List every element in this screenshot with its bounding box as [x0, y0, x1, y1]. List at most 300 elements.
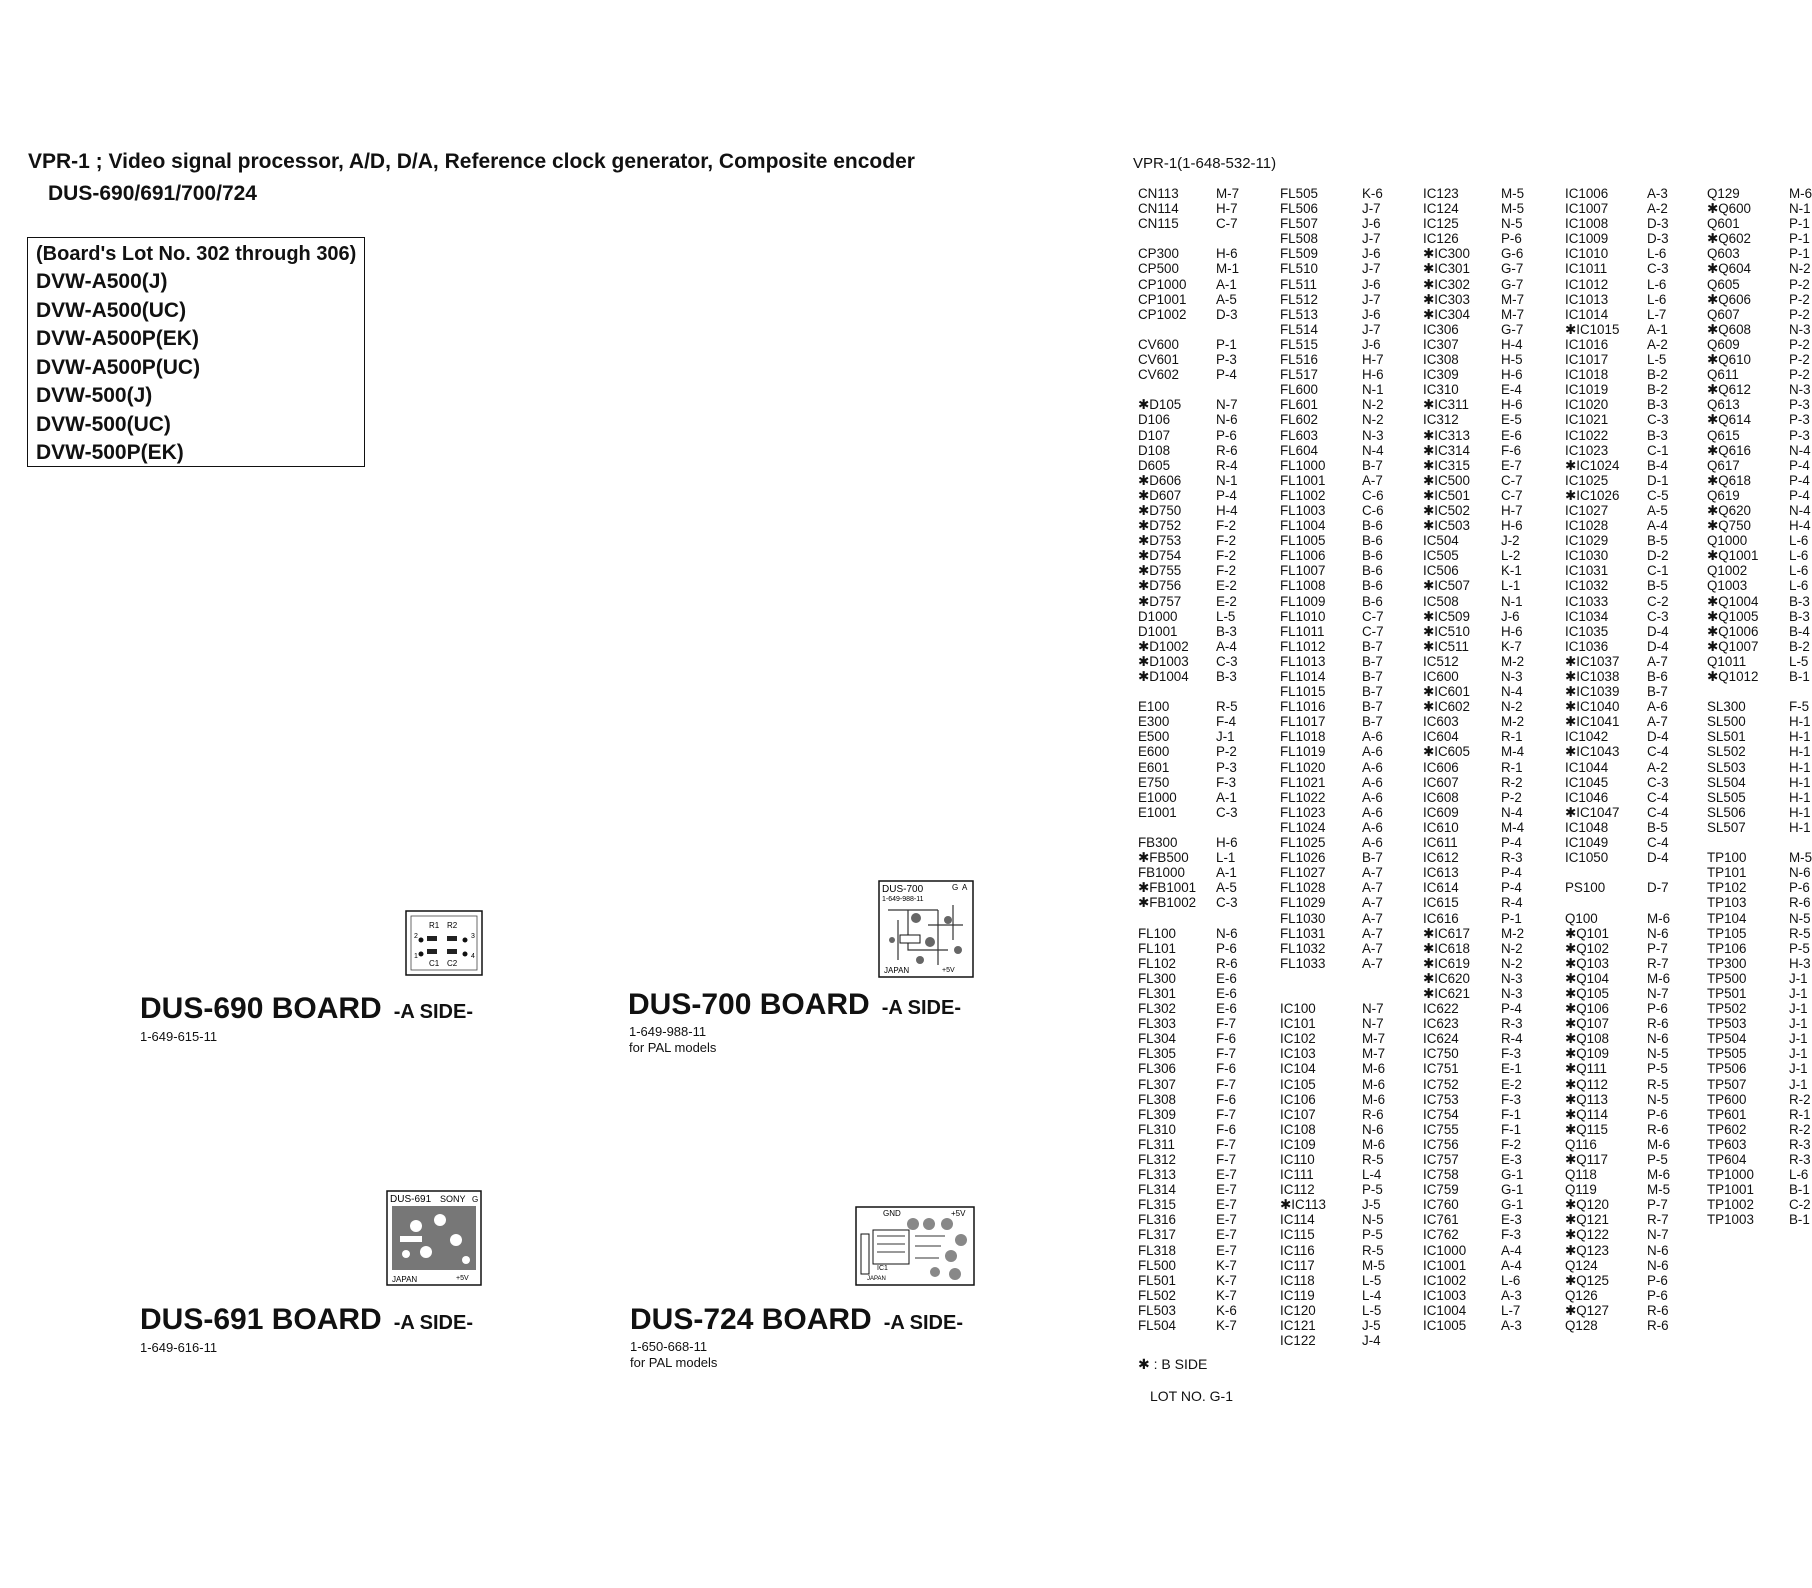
part-location: G-1	[1501, 1197, 1524, 1213]
part-ref: CV602	[1138, 367, 1179, 383]
part-location: N-4	[1501, 684, 1523, 700]
part-location: E-3	[1501, 1152, 1522, 1167]
part-ref: D106	[1138, 412, 1171, 428]
part-location: M-5	[1647, 1182, 1671, 1198]
part-ref: IC1025	[1565, 472, 1609, 488]
part-ref: IC122	[1280, 1333, 1316, 1349]
part-ref: ✱IC304	[1423, 306, 1470, 322]
part-ref: FL1005	[1280, 533, 1326, 549]
part-location: E-4	[1501, 382, 1522, 398]
part-location: B-7	[1362, 669, 1383, 684]
part-ref: ✱Q101	[1565, 925, 1609, 941]
part-location: A-5	[1216, 880, 1237, 896]
part-ref: TP506	[1707, 1061, 1747, 1077]
part-location: A-5	[1647, 502, 1668, 518]
part-ref: IC751	[1423, 1061, 1459, 1077]
part-location: L-2	[1501, 548, 1521, 564]
silk-label: R2	[447, 921, 458, 930]
silk-label: 2	[414, 933, 418, 940]
part-location: C-1	[1647, 563, 1669, 579]
part-ref: ✱IC1041	[1565, 714, 1620, 730]
part-location: N-2	[1501, 699, 1523, 715]
part-location: A-7	[1362, 472, 1383, 488]
part-location: P-6	[1501, 231, 1522, 247]
part-location: A-3	[1647, 186, 1668, 201]
part-location: N-2	[1501, 955, 1523, 971]
part-ref: ✱D1003	[1138, 653, 1189, 669]
part-location: B-2	[1789, 638, 1810, 654]
part-ref: IC1045	[1565, 774, 1609, 790]
part-ref: IC604	[1423, 729, 1459, 745]
part-location: D-4	[1647, 729, 1669, 745]
part-location: A-5	[1216, 291, 1237, 307]
part-ref: FL1011	[1280, 623, 1325, 639]
part-location: R-3	[1501, 1016, 1523, 1032]
part-ref: FL501	[1138, 1272, 1176, 1288]
part-location: L-6	[1789, 563, 1809, 579]
part-location: E-7	[1216, 1182, 1237, 1198]
part-location: M-7	[1362, 1031, 1386, 1047]
part-location: B-5	[1647, 819, 1668, 835]
part-location: B-3	[1647, 427, 1668, 443]
silk-label: C2	[447, 959, 458, 968]
part-location: D-7	[1647, 880, 1669, 896]
part-location: A-2	[1647, 759, 1668, 775]
part-ref: IC622	[1423, 1001, 1459, 1017]
part-location: G-7	[1501, 276, 1524, 292]
part-ref: FL1032	[1280, 940, 1326, 956]
part-location: P-3	[1216, 759, 1237, 775]
part-ref: IC1035	[1565, 623, 1609, 639]
part-ref: FL502	[1138, 1287, 1176, 1303]
parts-list-header: VPR-1(1-648-532-11)	[1133, 155, 1277, 172]
part-location: M-7	[1362, 1046, 1386, 1062]
part-location: J-1	[1789, 1001, 1808, 1017]
part-ref: ✱Q122	[1565, 1227, 1609, 1243]
part-ref: TP105	[1707, 925, 1747, 941]
part-location: A-2	[1647, 201, 1668, 217]
part-location: K-7	[1216, 1257, 1237, 1273]
part-location: C-2	[1789, 1197, 1811, 1213]
part-location: L-6	[1647, 291, 1667, 307]
part-ref: ✱IC509	[1423, 608, 1470, 624]
part-ref: IC1001	[1423, 1257, 1467, 1273]
part-location: R-6	[1647, 1016, 1669, 1032]
part-location: P-6	[1647, 1272, 1668, 1288]
part-ref: FL305	[1138, 1046, 1176, 1062]
part-location: B-4	[1789, 623, 1810, 639]
part-ref: IC1006	[1565, 186, 1609, 201]
part-ref: ✱IC314	[1423, 442, 1470, 458]
part-location: L-6	[1647, 276, 1667, 292]
part-ref: IC114	[1280, 1212, 1315, 1228]
part-ref: FL1001	[1280, 472, 1326, 488]
part-ref: IC1020	[1565, 397, 1609, 413]
part-ref: ✱IC500	[1423, 472, 1470, 488]
board-name: DUS-690 BOARD	[140, 992, 382, 1025]
part-location: C-3	[1647, 608, 1669, 624]
part-ref: ✱D105	[1138, 397, 1182, 413]
part-ref: FL1017	[1280, 714, 1326, 730]
part-ref: CV601	[1138, 352, 1179, 368]
part-location: P-4	[1216, 487, 1237, 503]
part-ref: ✱IC1047	[1565, 804, 1620, 820]
part-location: J-1	[1789, 1031, 1808, 1047]
part-location: A-6	[1362, 759, 1383, 775]
part-location: A-6	[1647, 699, 1668, 715]
part-ref: Q607	[1707, 306, 1740, 322]
part-location: R-4	[1501, 895, 1523, 911]
part-location: K-7	[1216, 1287, 1237, 1303]
part-ref: IC117	[1280, 1257, 1315, 1273]
part-location: C-7	[1501, 472, 1523, 488]
part-location: N-2	[1362, 412, 1384, 428]
b-side-legend: ✱ : B SIDE	[1138, 1356, 1208, 1372]
part-ref: Q118	[1565, 1167, 1597, 1183]
part-location: L-6	[1789, 578, 1809, 594]
part-location: P-2	[1789, 276, 1810, 292]
part-ref: IC1032	[1565, 578, 1609, 594]
part-ref: IC106	[1280, 1091, 1316, 1107]
part-ref: TP501	[1707, 985, 1747, 1001]
part-location: H-1	[1789, 714, 1811, 730]
part-location: J-6	[1362, 276, 1381, 292]
part-location: D-2	[1647, 548, 1669, 564]
part-ref: FL602	[1280, 412, 1318, 428]
part-ref: IC1008	[1565, 216, 1609, 232]
part-location: B-6	[1362, 593, 1383, 609]
part-ref: ✱FB500	[1138, 850, 1189, 866]
part-ref: ✱IC315	[1423, 457, 1470, 473]
part-location: N-3	[1501, 669, 1523, 684]
part-ref: Q128	[1565, 1318, 1598, 1334]
part-location: B-7	[1362, 850, 1383, 866]
part-location: M-6	[1362, 1136, 1386, 1152]
model-item: DVW-500(J)	[36, 384, 153, 407]
part-ref: TP106	[1707, 940, 1747, 956]
part-ref: IC111	[1280, 1167, 1314, 1183]
part-location: H-6	[1216, 835, 1238, 851]
part-location: B-3	[1647, 397, 1668, 413]
part-location: C-3	[1647, 412, 1669, 428]
part-location: H-6	[1362, 367, 1384, 383]
part-ref: CV600	[1138, 336, 1179, 352]
part-location: P-5	[1647, 1152, 1668, 1167]
part-location: H-1	[1789, 729, 1811, 745]
part-location: R-6	[1216, 955, 1238, 971]
part-location: F-2	[1216, 548, 1237, 564]
part-ref: ✱Q102	[1565, 940, 1609, 956]
part-ref: TP602	[1707, 1121, 1747, 1137]
part-ref: TP100	[1707, 850, 1747, 866]
part-ref: IC1013	[1565, 291, 1609, 307]
part-ref: IC126	[1423, 231, 1459, 247]
part-ref: FL1015	[1280, 684, 1326, 700]
part-location: B-7	[1362, 653, 1383, 669]
part-ref: IC1029	[1565, 533, 1609, 549]
part-location: N-4	[1789, 502, 1811, 518]
part-ref: PS100	[1565, 880, 1606, 896]
part-location: B-7	[1362, 684, 1383, 700]
part-ref: ✱IC303	[1423, 291, 1470, 307]
part-location: M-2	[1501, 925, 1525, 941]
part-ref: ✱FB1002	[1138, 895, 1197, 911]
part-ref: Q615	[1707, 427, 1740, 443]
part-ref: FL1014	[1280, 669, 1326, 684]
part-ref: ✱D754	[1138, 548, 1182, 564]
part-location: F-2	[1216, 533, 1237, 549]
part-ref: ✱IC1040	[1565, 699, 1620, 715]
part-location: A-6	[1362, 744, 1383, 760]
part-location: B-1	[1789, 669, 1810, 684]
part-ref: SL505	[1707, 789, 1746, 805]
part-ref: ✱Q1006	[1707, 623, 1759, 639]
silk-label: JAPAN	[884, 966, 910, 975]
part-location: C-3	[1216, 804, 1238, 820]
part-ref: ✱D1004	[1138, 669, 1189, 684]
part-location: B-7	[1362, 714, 1383, 730]
part-ref: FL1009	[1280, 593, 1326, 609]
part-location: C-3	[1647, 261, 1669, 277]
part-ref: IC1048	[1565, 819, 1609, 835]
part-ref: ✱Q103	[1565, 955, 1609, 971]
part-ref: SL300	[1707, 699, 1746, 715]
dus690-board-title	[140, 992, 473, 1026]
part-location: B-5	[1647, 533, 1668, 549]
model-item: DVW-500(UC)	[36, 412, 171, 436]
part-ref: FL303	[1138, 1016, 1176, 1032]
part-location: E-7	[1216, 1212, 1237, 1228]
part-ref: IC116	[1280, 1242, 1315, 1258]
part-ref: IC756	[1423, 1136, 1459, 1152]
part-location: E-7	[1216, 1197, 1237, 1213]
part-location: R-6	[1647, 1121, 1669, 1137]
part-location: A-6	[1362, 819, 1383, 835]
part-ref: FL500	[1138, 1257, 1176, 1273]
part-location: N-3	[1501, 970, 1523, 986]
part-ref: FL318	[1138, 1242, 1176, 1258]
dus691-board-image	[386, 1190, 482, 1286]
part-location: R-7	[1647, 1212, 1669, 1228]
part-ref: FL505	[1280, 186, 1318, 201]
dus724-board-title	[630, 1303, 963, 1337]
part-ref: TP503	[1707, 1016, 1747, 1032]
part-ref: ✱Q113	[1565, 1091, 1608, 1107]
part-ref: FL1033	[1280, 955, 1326, 971]
silk-label: G	[952, 883, 959, 892]
part-location: N-5	[1501, 216, 1523, 232]
silk-label: C1	[429, 959, 440, 968]
part-ref: FL514	[1280, 321, 1318, 337]
part-ref: IC614	[1423, 880, 1459, 896]
part-ref: IC606	[1423, 759, 1459, 775]
part-location: K-1	[1501, 563, 1522, 579]
part-ref: ✱Q608	[1707, 321, 1751, 337]
part-location: P-5	[1647, 1061, 1668, 1077]
part-ref: ✱IC501	[1423, 487, 1470, 503]
part-ref: IC1005	[1423, 1318, 1467, 1334]
part-ref: Q116	[1565, 1136, 1597, 1152]
part-ref: ✱IC502	[1423, 502, 1470, 518]
part-ref: FL1016	[1280, 699, 1326, 715]
part-ref: FL1006	[1280, 548, 1326, 564]
part-location: N-6	[1647, 925, 1669, 941]
part-ref: FL517	[1280, 367, 1318, 383]
silk-label: +5V	[951, 1209, 966, 1218]
part-ref: IC108	[1280, 1121, 1316, 1137]
model-item: DVW-A500P(EK)	[36, 327, 199, 350]
part-location: K-7	[1216, 1318, 1237, 1334]
silk-label: DUS-700	[882, 884, 924, 895]
part-location: M-5	[1501, 201, 1525, 217]
part-ref: SL501	[1707, 729, 1746, 745]
part-location: H-7	[1216, 201, 1238, 217]
part-ref: IC1033	[1565, 593, 1609, 609]
part-location: D-3	[1216, 306, 1238, 322]
part-location: R-6	[1647, 1318, 1669, 1334]
part-location: A-7	[1647, 653, 1668, 669]
part-location: J-5	[1362, 1197, 1381, 1213]
part-ref: FL310	[1138, 1121, 1176, 1137]
part-location: P-1	[1216, 336, 1237, 352]
part-location: D-3	[1647, 216, 1669, 232]
part-ref: FL1000	[1280, 457, 1326, 473]
part-ref: FL1018	[1280, 729, 1326, 745]
part-location: M-5	[1789, 850, 1812, 866]
part-location: N-2	[1501, 940, 1523, 956]
part-ref: IC1046	[1565, 789, 1609, 805]
part-ref: ✱Q106	[1565, 1001, 1609, 1017]
part-ref: Q613	[1707, 397, 1740, 413]
part-ref: IC112	[1280, 1182, 1315, 1198]
part-ref: CP1000	[1138, 276, 1187, 292]
part-location: R-4	[1216, 457, 1238, 473]
part-location: J-1	[1789, 970, 1808, 986]
part-ref: FL604	[1280, 442, 1318, 458]
model-item: DVW-A500(UC)	[36, 298, 187, 322]
part-location: G-1	[1501, 1182, 1524, 1198]
part-location: J-7	[1362, 291, 1381, 307]
part-ref: IC1014	[1565, 306, 1609, 322]
part-ref: ✱IC617	[1423, 925, 1470, 941]
part-location: N-2	[1362, 397, 1384, 413]
part-location: J-2	[1501, 533, 1520, 549]
part-ref: Q1000	[1707, 533, 1748, 549]
part-location: M-7	[1501, 306, 1525, 322]
part-location: J-7	[1362, 231, 1381, 247]
part-ref: TP502	[1707, 1001, 1747, 1017]
part-ref: ✱D757	[1138, 593, 1182, 609]
part-location: A-6	[1362, 789, 1383, 805]
part-location: P-4	[1789, 472, 1810, 488]
part-location: F-4	[1216, 714, 1237, 730]
part-location: M-5	[1501, 186, 1525, 201]
part-location: H-3	[1789, 955, 1811, 971]
part-location: A-1	[1647, 321, 1668, 337]
part-location: F-7	[1216, 1076, 1237, 1092]
part-location: N-4	[1362, 442, 1384, 458]
part-ref: FL1004	[1280, 518, 1326, 534]
part-ref: FL301	[1138, 985, 1176, 1001]
part-ref: IC1009	[1565, 231, 1609, 247]
part-ref: Q126	[1565, 1287, 1598, 1303]
part-ref: FL1003	[1280, 502, 1326, 518]
part-location: H-1	[1789, 759, 1811, 775]
part-location: A-7	[1362, 955, 1383, 971]
part-ref: ✱Q602	[1707, 231, 1751, 247]
part-ref: IC309	[1423, 367, 1459, 383]
part-location: K-7	[1501, 638, 1522, 654]
part-location: P-2	[1501, 789, 1522, 805]
board-side: -A SIDE-	[393, 1001, 473, 1023]
part-location: A-6	[1362, 774, 1383, 790]
part-location: B-7	[1362, 638, 1383, 654]
part-location: C-1	[1647, 442, 1669, 458]
part-ref: ✱Q614	[1707, 412, 1751, 428]
board-note: for PAL models	[630, 1355, 718, 1370]
part-location: R-1	[1501, 729, 1523, 745]
part-ref: FL511	[1280, 276, 1317, 292]
dus691-board-title	[140, 1303, 473, 1337]
part-ref: E1001	[1138, 804, 1177, 820]
part-location: R-1	[1501, 759, 1523, 775]
silk-label: DUS-691	[390, 1194, 432, 1205]
part-ref: IC761	[1423, 1212, 1459, 1228]
part-ref: ✱Q600	[1707, 201, 1751, 217]
part-ref: Q619	[1707, 487, 1740, 503]
silk-label: A	[962, 883, 968, 892]
part-ref: IC1002	[1423, 1272, 1467, 1288]
part-location: P-4	[1789, 487, 1810, 503]
part-ref: FL100	[1138, 925, 1176, 941]
part-location: B-7	[1362, 457, 1383, 473]
part-location: F-6	[1216, 1091, 1237, 1107]
dus690-part-number: 1-649-615-11	[140, 1029, 218, 1044]
dus724-part-number	[630, 1339, 717, 1371]
part-ref: ✱IC605	[1423, 744, 1470, 760]
dus690-board-image	[405, 910, 483, 976]
part-ref: FL1025	[1280, 835, 1326, 851]
part-location: A-2	[1647, 336, 1668, 352]
part-ref: IC306	[1423, 321, 1459, 337]
part-ref: ✱IC602	[1423, 699, 1470, 715]
part-location: E-6	[1216, 1001, 1237, 1017]
part-ref: ✱Q114	[1565, 1106, 1608, 1122]
part-location: J-1	[1789, 985, 1808, 1001]
part-location: G-1	[1501, 1167, 1524, 1183]
part-ref: ✱Q1004	[1707, 593, 1759, 609]
part-ref: FL307	[1138, 1076, 1176, 1092]
part-ref: IC752	[1423, 1076, 1459, 1092]
part-ref: ✱Q612	[1707, 382, 1751, 398]
part-location: L-6	[1647, 246, 1667, 262]
part-location: J-6	[1362, 246, 1381, 262]
part-ref: IC759	[1423, 1182, 1459, 1198]
part-location: A-6	[1362, 729, 1383, 745]
part-location: B-6	[1362, 518, 1383, 534]
part-ref: FL507	[1280, 216, 1318, 232]
part-location: F-2	[1216, 563, 1237, 579]
part-location: F-3	[1501, 1227, 1522, 1243]
silk-label: G	[472, 1195, 479, 1204]
part-location: B-7	[1362, 699, 1383, 715]
part-location: A-7	[1362, 865, 1383, 881]
part-location: P-4	[1789, 457, 1810, 473]
part-location: P-1	[1789, 216, 1810, 232]
part-location: P-3	[1789, 397, 1810, 413]
part-location: C-4	[1647, 835, 1669, 851]
part-location: F-7	[1216, 1046, 1237, 1062]
